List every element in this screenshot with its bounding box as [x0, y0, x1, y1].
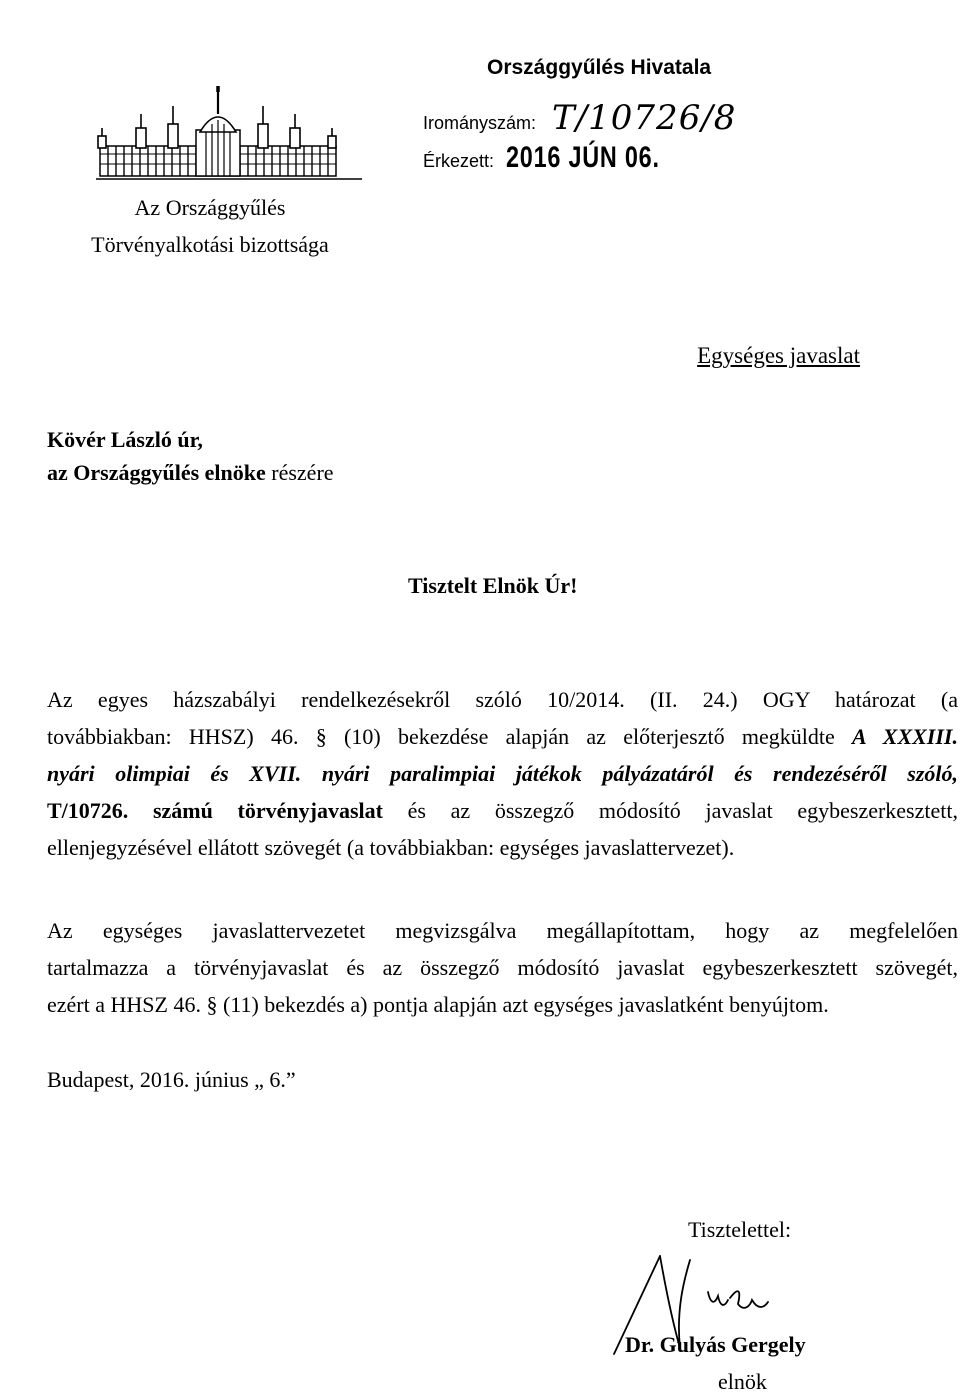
bill-type: számú törvényjavaslat — [128, 798, 383, 823]
iromanyszam-row — [423, 98, 736, 138]
committee-name-line1: Az Országgyűlés — [134, 195, 286, 220]
paragraph-1-line-2-text: továbbiakban: HHSZ) 46. § (10) bekezdése alapján az előterjesztő megküldte — [47, 724, 853, 749]
paragraph-2-line-2: tartalmazza a törvényjavaslat és az összegző módosító javaslat egybeszerkesztett szövegét, — [47, 955, 958, 980]
paragraph-1-line-2 — [47, 718, 958, 755]
document-heading: Egységes javaslat — [697, 343, 860, 368]
bill-title-rest: nyári olimpiai és XVII. nyári paralimpiai játékok pályázatáról és rendezéséről szóló, — [47, 761, 958, 786]
bill-number: T/10726. — [47, 798, 129, 823]
addressee-name: Kövér László úr, — [47, 427, 203, 452]
addressee-title-rest: részére — [265, 460, 334, 485]
paragraph-1-line-5: ellenjegyzésével ellátott szövegét (a továbbiakban: egységes javaslattervezet). — [47, 835, 735, 860]
paragraph-2-line-1: Az egységes javaslattervezetet megvizsgálva megállapítottam, hogy az megfelelően — [47, 918, 958, 943]
parliament-building-emblem — [96, 84, 362, 182]
bill-title-start: A XXXIII. — [852, 724, 958, 749]
body-paragraph-1 — [47, 681, 958, 866]
erkezett-label: Érkezett: — [423, 151, 495, 171]
signatory-name: Dr. Gulyás Gergely — [625, 1332, 806, 1357]
iromanyszam-handwritten: T/10726/8 — [552, 98, 737, 138]
erkezett-row — [423, 141, 703, 175]
paragraph-1-line-4 — [47, 792, 958, 829]
office-stamp-title: Országgyűlés Hivatala — [487, 56, 712, 79]
iromanyszam-label: Irományszám: — [423, 113, 537, 133]
signatory-title: elnök — [718, 1369, 767, 1394]
committee-name-line2: Törvényalkotási bizottsága — [91, 232, 329, 257]
addressee-title-bold: az Országgyűlés elnöke — [47, 460, 266, 485]
paragraph-2-line-3: ezért a HHSZ 46. § (11) bekezdés a) pontja alapján azt egységes javaslatként benyújtom. — [47, 992, 829, 1017]
salutation: Tisztelt Elnök Úr! — [408, 573, 578, 598]
addressee-title — [47, 460, 334, 486]
body-paragraph-2 — [47, 912, 958, 1023]
closing-phrase: Tisztelettel: — [688, 1217, 792, 1242]
paragraph-1-line-1: Az egyes házszabályi rendelkezésekről szóló 10/2014. (II. 24.) OGY határozat (a — [47, 687, 958, 712]
place-and-date: Budapest, 2016. június „ 6.” — [47, 1067, 296, 1092]
paragraph-1-line-4-text: és az összegző módosító javaslat egybeszerkesztett, — [382, 798, 958, 823]
erkezett-date: 2016 JÚN 06. — [506, 141, 660, 174]
